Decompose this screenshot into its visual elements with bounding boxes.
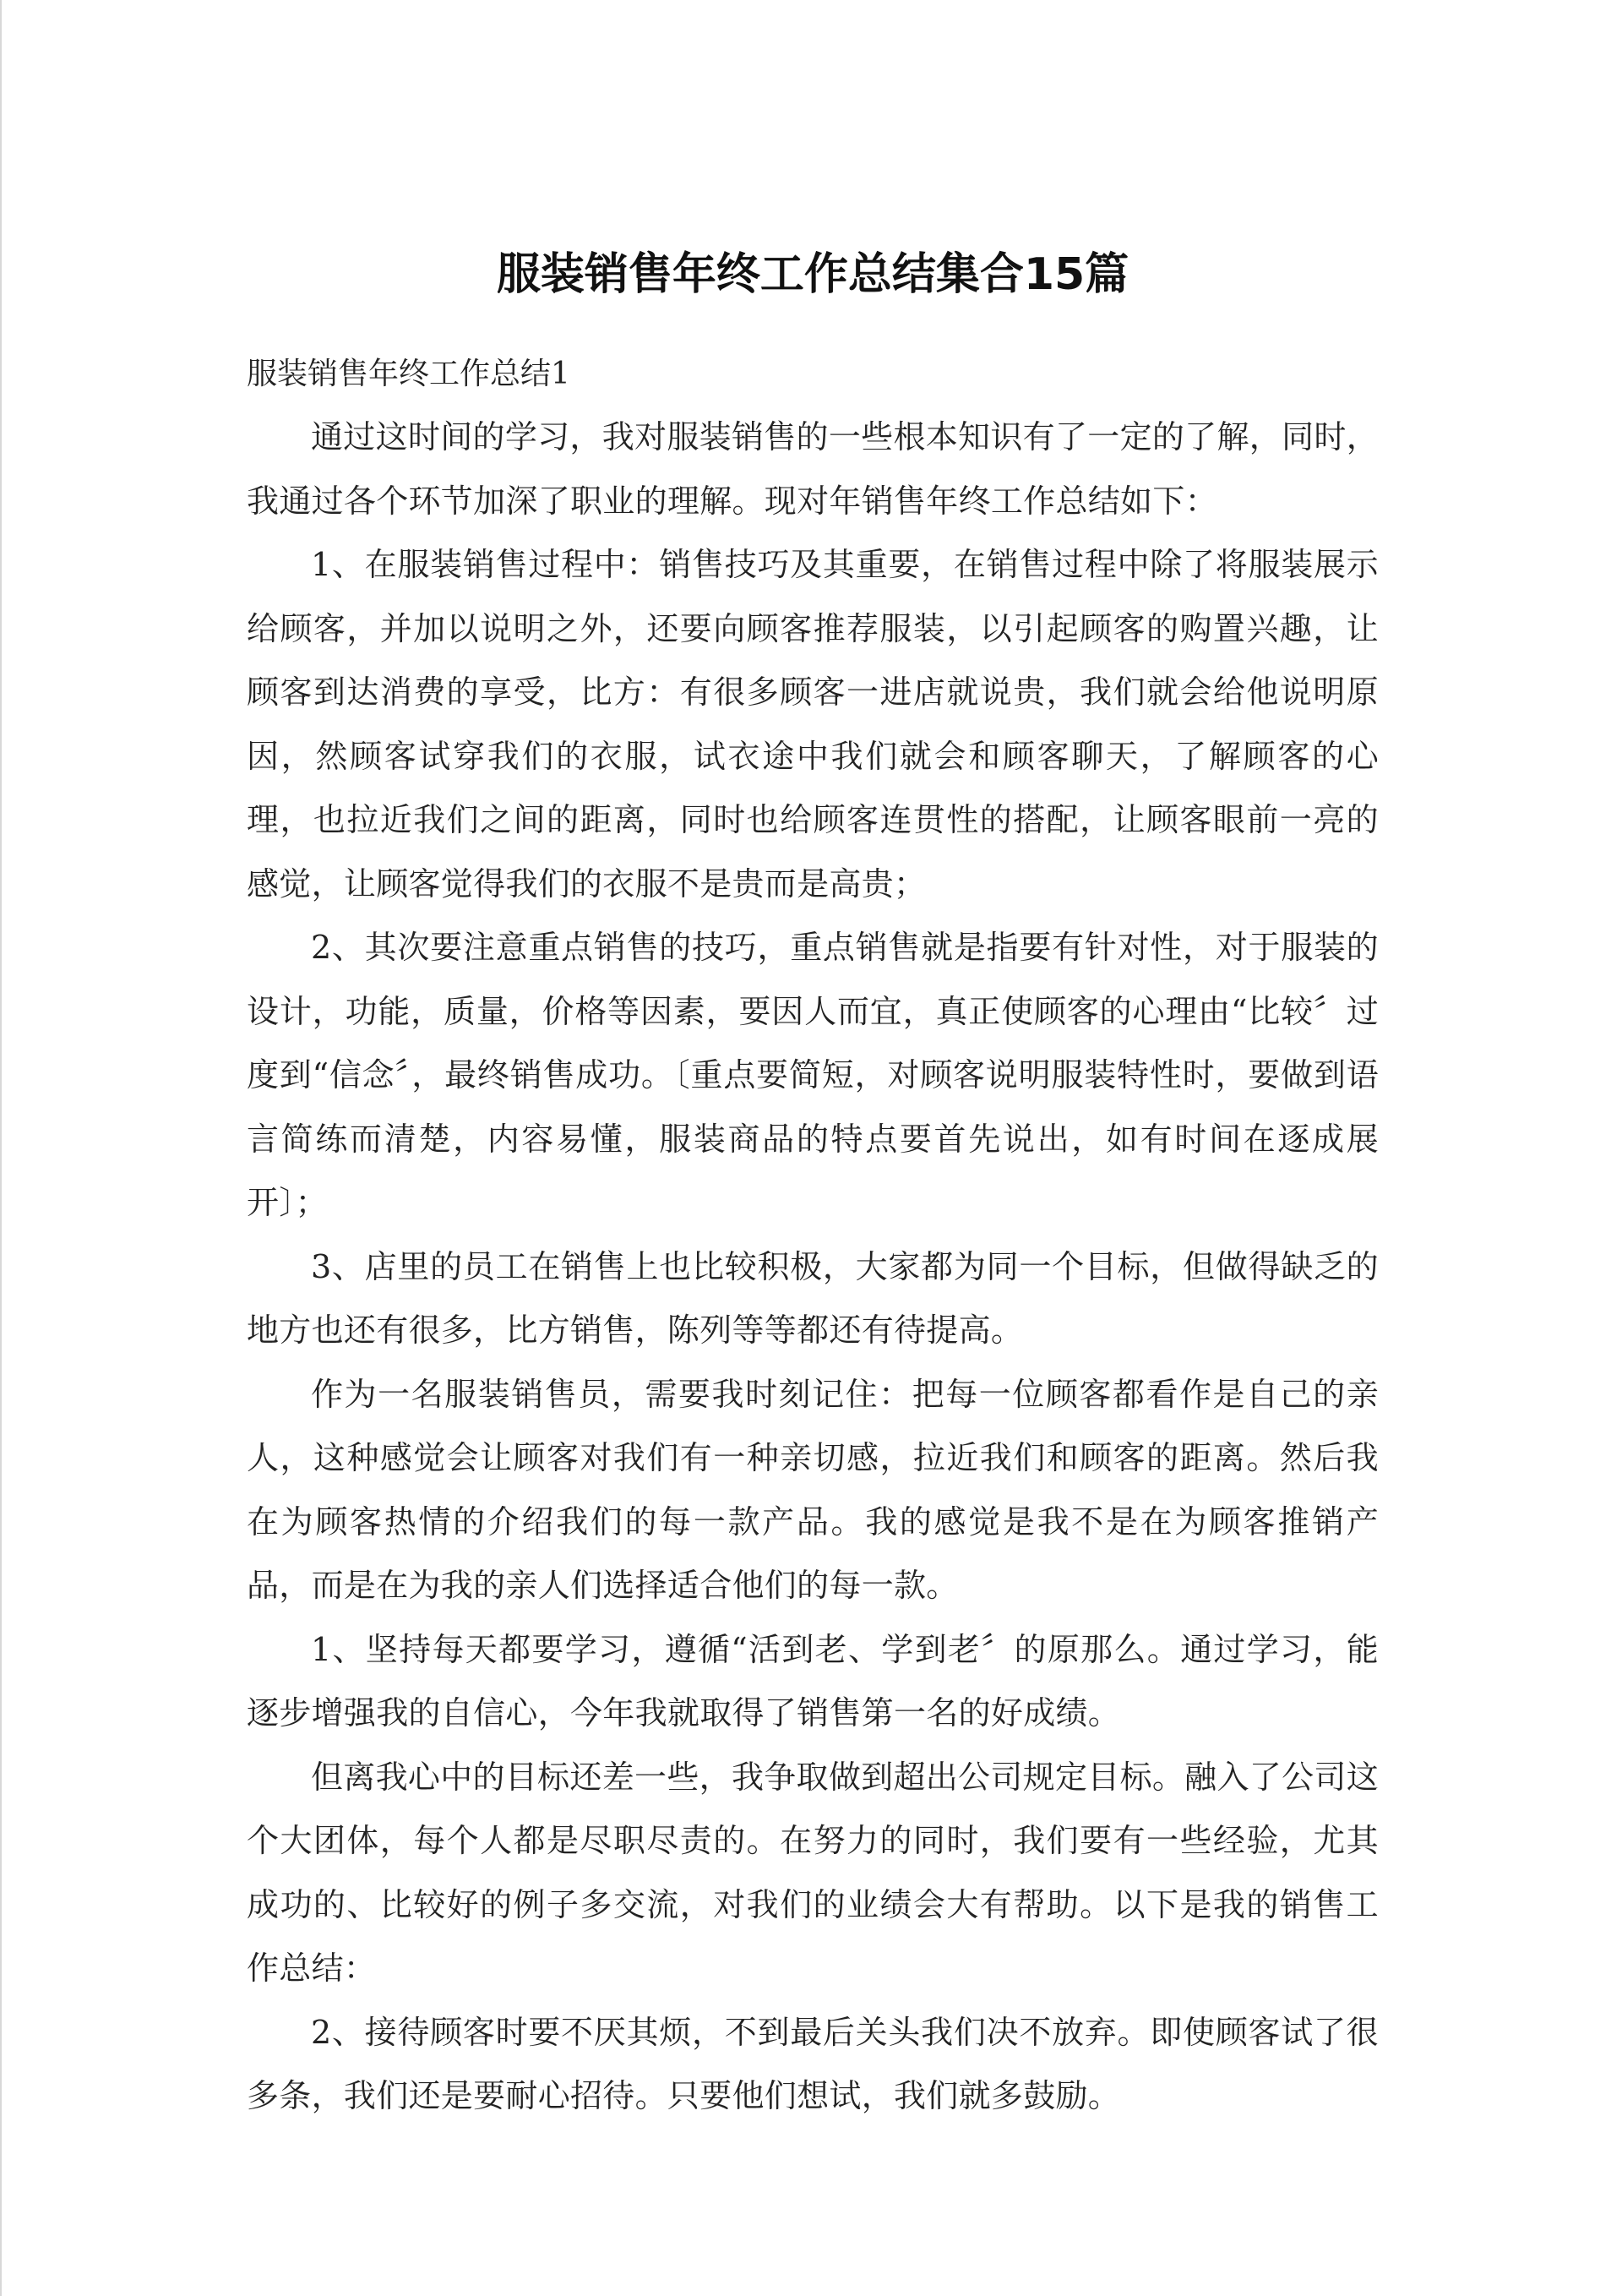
paragraph-goal: 但离我心中的目标还差一些，我争取做到超出公司规定目标。融入了公司这个大团体，每个人都是尽职尽责的。在努力的同时，我们要有一些经验，尤其成功的、比较好的例子多交流，对我们的业绩会大有帮助。以下是我的销售工作总结： — [247, 1758, 1379, 1987]
paragraph-salesperson: 作为一名服装销售员，需要我时刻记住：把每一位顾客都看作是自己的亲人，这种感觉会让顾客对我们有一种亲切感，拉近我们和顾客的距离。然后我在为顾客热情的介绍我们的每一款产品。我的感觉是我不是在为顾客推销产品，而是在为我的亲人们选择适合他们的每一款。 — [247, 1375, 1379, 1604]
document-title: 服装销售年终工作总结集合15篇 — [496, 249, 1129, 300]
section-heading: 服装销售年终工作总结1 — [247, 357, 570, 391]
paragraph-reception: 2、接待顾客时要不厌其烦，不到最后关头我们决不放弃。即使顾客试了很多条，我们还是要耐心招待。只要他们想试，我们就多鼓励。 — [247, 2013, 1379, 2114]
paragraph-point-1: 1、在服装销售过程中：销售技巧及其重要，在销售过程中除了将服装展示给顾客，并加以说明之外，还要向顾客推荐服装，以引起顾客的购置兴趣，让顾客到达消费的享受，比方：有很多顾客一进店就说贵，我们就会给他说明原因，然顾客试穿我们的衣服，试衣途中我们就会和顾客聊天，了解顾客的心理，也拉近我们之间的距离，同时也给顾客连贯性的搭配，让顾客眼前一亮的感觉，让顾客觉得我们的衣服不是贵而是高贵； — [247, 546, 1379, 903]
document-body — [247, 241, 1379, 2129]
paragraph-learning: 1、坚持每天都要学习，遵循“活到老、学到老〞的原那么。通过学习，能逐步增强我的自信心，今年我就取得了销售第一名的好成绩。 — [247, 1630, 1379, 1732]
paragraph-intro: 通过这时间的学习，我对服装销售的一些根本知识有了一定的了解，同时，我通过各个环节加深了职业的理解。现对年销售年终工作总结如下： — [247, 418, 1379, 520]
paragraph-point-2: 2、其次要注意重点销售的技巧，重点销售就是指要有针对性，对于服装的设计，功能，质量，价格等因素，要因人而宜，真正使顾客的心理由“比较〞过度到“信念〞，最终销售成功。〔重点要简短，对顾客说明服装特性时，要做到语言简练而清楚，内容易懂，服装商品的特点要首先说出，如有时间在逐成展开〕； — [247, 929, 1379, 1221]
paragraph-point-3: 3、店里的员工在销售上也比较积极，大家都为同一个目标，但做得缺乏的地方也还有很多，比方销售，陈列等等都还有待提高。 — [247, 1247, 1379, 1349]
